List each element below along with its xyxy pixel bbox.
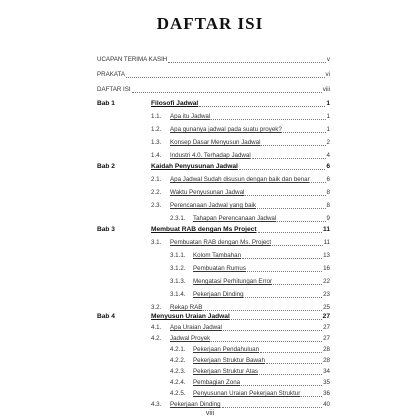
section-number: 3.1.4.: [170, 291, 186, 298]
toc-section-entry: [170, 304, 330, 312]
entry-label: DAFTAR ISI: [97, 86, 131, 93]
entry-label: Rekap RAB: [170, 304, 203, 311]
section-number: 3.1.3.: [170, 278, 186, 285]
entry-page-number: 1: [326, 113, 330, 120]
dot-leader: [273, 278, 322, 285]
entry-label: Konsep Dasar Menyusun Jadwal: [170, 139, 261, 146]
section-number: 4.2.1.: [170, 346, 186, 353]
section-number: 3.2.: [151, 304, 162, 311]
section-number: 4.2.5.: [170, 390, 186, 397]
entry-page-number: 23: [323, 291, 330, 298]
section-number: 4.2.2.: [170, 357, 186, 364]
entry-page-number: v: [326, 56, 330, 63]
entry-page-number: 28: [323, 357, 330, 364]
dot-leader: [211, 335, 322, 342]
dot-leader: [283, 126, 326, 133]
entry-label: Filosofi Jadwal: [151, 100, 199, 107]
section-number: 1.4.: [151, 152, 162, 159]
toc-section-entry: [170, 176, 330, 184]
dot-leader: [261, 139, 325, 146]
dot-leader: [272, 239, 322, 246]
entry-label: Tahapan Perencanaan Jadwal: [193, 215, 277, 222]
toc-subsection-entry: [193, 278, 330, 286]
entry-page-number: 35: [323, 379, 330, 386]
toc-subsection-entry: [193, 368, 330, 376]
entry-label: Industri 4.0. Terhadap Jadwal: [170, 152, 251, 159]
toc-subsection-entry: [193, 357, 330, 365]
toc-subsection-entry: [193, 346, 330, 354]
entry-page-number: viii: [322, 86, 330, 93]
toc-chapter-entry: [151, 226, 330, 234]
entry-label: Pekerjaan Dinding: [193, 291, 244, 298]
entry-label: Kolom Tambahan: [193, 252, 242, 259]
toc-subsection-entry: [193, 291, 330, 299]
entry-page-number: 36: [323, 390, 330, 397]
dot-leader: [311, 176, 326, 183]
entry-label: Apa gunanya jadwal pada suatu proyek?: [170, 126, 282, 133]
entry-page-number: 6: [326, 163, 330, 170]
chapter-number: Bab 2: [97, 163, 115, 170]
entry-label: Waktu Penyusunan Jadwal: [170, 189, 245, 196]
entry-page-number: 1: [326, 100, 330, 107]
entry-page-number: 40: [323, 401, 330, 408]
section-number: 1.1.: [151, 113, 162, 120]
toc-section-entry: [170, 239, 330, 247]
toc-subsection-entry: [193, 265, 330, 273]
toc-section-entry: [170, 324, 330, 332]
toc-section-entry: [170, 189, 330, 197]
toc-section-entry: [170, 126, 330, 134]
dot-leader: [277, 215, 325, 222]
dot-leader: [245, 189, 325, 196]
dot-leader: [247, 265, 322, 272]
dot-leader: [126, 71, 325, 78]
section-number: 2.3.1.: [170, 215, 186, 222]
entry-page-number: 16: [323, 265, 330, 272]
entry-label: Pembuatan Rumus: [193, 265, 246, 272]
section-number: 4.1.: [151, 324, 162, 331]
dot-leader: [245, 291, 323, 298]
dot-leader: [222, 401, 323, 408]
dot-leader: [259, 368, 322, 375]
toc-subsection-entry: [193, 390, 330, 398]
dot-leader: [132, 86, 322, 93]
entry-page-number: 27: [322, 313, 330, 320]
page-number: viii: [205, 410, 215, 417]
entry-label: Apa Jadwal Sudah disusun dengan baik dan benar: [170, 176, 310, 183]
dot-leader: [199, 100, 325, 107]
entry-label: Pekerjaan Struktur Atas: [193, 368, 259, 375]
section-number: 1.3.: [151, 139, 162, 146]
entry-page-number: 27: [323, 335, 330, 342]
toc-section-entry: [170, 152, 330, 160]
dot-leader: [223, 324, 322, 331]
entry-label: Pekerjaan Pendahuluan: [193, 346, 260, 353]
entry-label: Pekerjaan Dinding: [170, 401, 221, 408]
dot-leader: [260, 346, 322, 353]
section-number: 2.2.: [151, 189, 162, 196]
entry-label: Pembagian Zona: [193, 379, 241, 386]
entry-page-number: 25: [323, 304, 330, 311]
entry-page-number: 22: [323, 278, 330, 285]
toc-chapter-entry: [151, 163, 330, 171]
dot-leader: [241, 379, 322, 386]
entry-page-number: 28: [323, 346, 330, 353]
toc-front-entry: [97, 71, 330, 79]
dot-leader: [252, 152, 326, 159]
entry-page-number: 8: [326, 189, 330, 196]
toc-section-entry: [170, 113, 330, 121]
toc-section-entry: [170, 139, 330, 147]
dot-leader: [301, 390, 322, 397]
toc-chapter-entry: [151, 313, 330, 321]
entry-page-number: 34: [323, 368, 330, 375]
entry-label: Jadwal Proyek: [170, 335, 211, 342]
dot-leader: [239, 163, 325, 170]
section-number: 4.3.: [151, 401, 162, 408]
section-number: 2.1.: [151, 176, 162, 183]
toc-subsection-entry: [193, 379, 330, 387]
chapter-number: Bab 3: [97, 226, 115, 233]
toc-section-entry: [170, 202, 330, 210]
dot-leader: [242, 252, 322, 259]
dot-leader: [168, 56, 326, 63]
entry-label: PRAKATA: [97, 71, 125, 78]
entry-label: Perencanaan Jadwal yang baik: [170, 202, 256, 209]
toc-front-entry: [97, 56, 330, 64]
entry-page-number: 2: [326, 139, 330, 146]
entry-label: Mengatasi Perhitungan Error: [193, 278, 273, 285]
section-number: 4.2.3.: [170, 368, 186, 375]
entry-label: Kaidah Penyusunan Jadwal: [151, 163, 238, 170]
entry-page-number: 1: [326, 126, 330, 133]
entry-page-number: 8: [326, 202, 330, 209]
section-number: 3.1.: [151, 239, 162, 246]
entry-page-number: 13: [323, 252, 330, 259]
entry-page-number: 11: [323, 226, 330, 233]
toc-section-entry: [170, 335, 330, 343]
dot-leader: [266, 357, 322, 364]
dot-leader: [258, 226, 323, 233]
entry-page-number: 27: [323, 324, 330, 331]
section-number: 4.2.: [151, 335, 162, 342]
entry-label: Apa Uraian Jadwal: [170, 324, 222, 331]
dot-leader: [203, 304, 322, 311]
toc-chapter-entry: [151, 100, 330, 108]
entry-page-number: 11: [323, 239, 330, 246]
dot-leader: [211, 113, 325, 120]
toc-subsection-entry: [193, 252, 330, 260]
entry-label: UCAPAN TERIMA KASIH: [97, 56, 168, 63]
entry-label: Pekerjaan Struktur Bawah: [193, 357, 265, 364]
dot-leader: [257, 202, 326, 209]
entry-page-number: 9: [326, 215, 330, 222]
entry-page-number: 4: [326, 152, 330, 159]
chapter-number: Bab 1: [97, 100, 115, 107]
entry-label: Membuat RAB dengan Ms Project: [151, 226, 257, 233]
entry-label: Pembuatan RAB dengan Ms. Project: [170, 239, 272, 246]
entry-page-number: vi: [325, 71, 330, 78]
entry-label: Menyusun Uraian Jadwal: [151, 313, 230, 320]
dot-leader: [231, 313, 322, 320]
chapter-number: Bab 4: [97, 313, 115, 320]
entry-page-number: 6: [326, 176, 330, 183]
entry-label: Apa itu Jadwal: [170, 113, 211, 120]
page-title: DAFTAR ISI: [156, 14, 264, 33]
section-number: 3.1.1.: [170, 252, 186, 259]
toc-front-entry: [97, 86, 330, 94]
section-number: 4.2.4.: [170, 379, 186, 386]
section-number: 2.3.: [151, 202, 162, 209]
section-number: 1.2.: [151, 126, 162, 133]
toc-section-entry: [170, 401, 330, 409]
entry-label: Penyusunan Uraian Pekerjaan Struktur: [193, 390, 301, 397]
section-number: 3.1.2.: [170, 265, 186, 272]
toc-subsection-entry: [193, 215, 330, 223]
